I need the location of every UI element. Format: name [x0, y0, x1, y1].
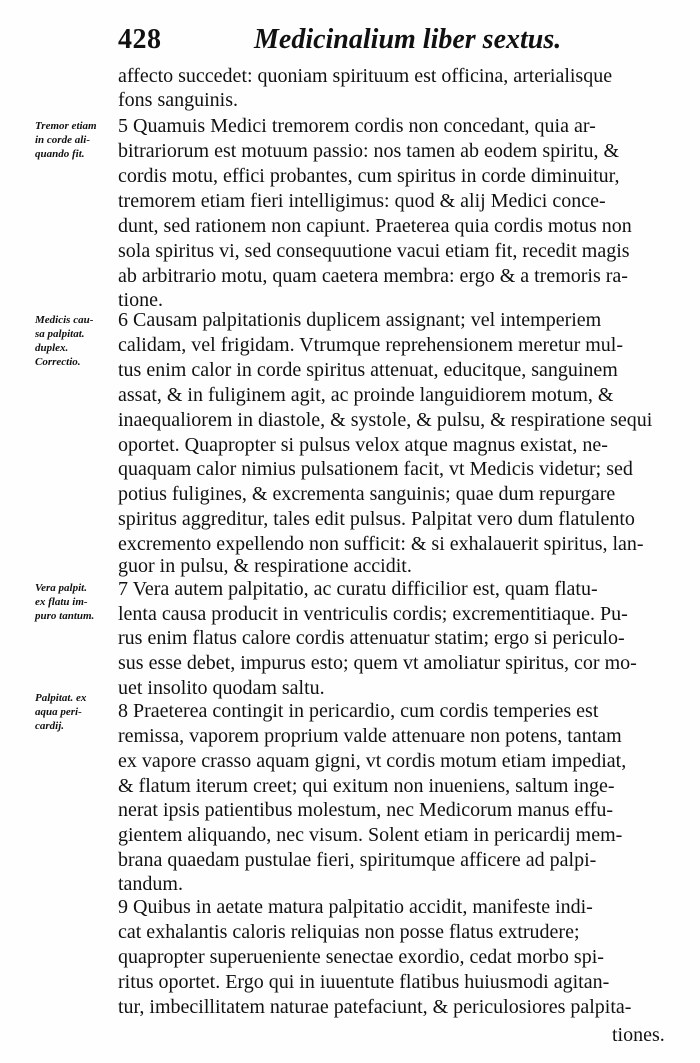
text-line: calidam, vel frigidam. Vtrumque reprehensionem meretur mul- [118, 334, 624, 356]
text-line: spiritus aggreditur, tales edit pulsus. Palpitat vero dum flatulento [118, 508, 635, 530]
margin-note-line: quando fit. [35, 148, 85, 160]
text-line: fons sanguinis. [118, 89, 238, 111]
text-line: cordis motu, effici probantes, cum spiritus in corde diminuitur, [118, 165, 620, 187]
margin-note-line: Medicis cau- [35, 314, 94, 326]
text-line: quaquam calor nimius pulsationem facit, vt Medicis videtur; sed [118, 458, 633, 480]
margin-note-line: sa palpitat. [35, 328, 85, 340]
margin-note-line: in corde ali- [35, 134, 90, 146]
text-line: dunt, sed rationem non capiunt. Praeterea quia cordis motus non [118, 215, 632, 237]
text-line: 9 Quibus in aetate matura palpitatio accidit, manifeste indi- [118, 896, 593, 918]
text-line: ritus oportet. Ergo qui in iuuentute flatibus huiusmodi agitan- [118, 971, 610, 993]
text-line: excremento expellendo non sufficit: & si exhalauerit spiritus, lan- [118, 533, 644, 555]
page-number: 428 [118, 24, 162, 55]
text-line: brana quaedam pustulae fieri, spiritumque afficere ad palpi- [118, 849, 597, 871]
page-header [118, 24, 578, 58]
text-line: tandum. [118, 873, 183, 895]
margin-note-line: ex flatu im- [35, 596, 88, 608]
margin-note-line: puro tantum. [35, 610, 95, 622]
text-line: rus enim flatus calore cordis attenuatur statim; ergo si periculo- [118, 627, 625, 649]
text-line: uet insolito quodam saltu. [118, 677, 325, 699]
text-line: lenta causa producit in ventriculis cordis; excrementitiaque. Pu- [118, 603, 628, 625]
text-line: sus esse debet, impurus esto; quem vt amoliatur spiritus, cor mo- [118, 652, 637, 674]
text-line: inaequaliorem in diastole, & systole, & pulsu, & respiratione sequi [118, 409, 653, 431]
text-line: cat exhalantis caloris reliquias non posse flatus extrudere; [118, 921, 580, 943]
text-line: bitrariorum est motuum passio: nos tamen ab eodem spiritu, & [118, 140, 620, 162]
text-line: gientem aliquando, nec visum. Solent etiam in pericardij mem- [118, 824, 623, 846]
text-line: affecto succedet: quoniam spirituum est officina, arterialisque [118, 65, 613, 87]
text-line: remissa, vaporem proprium valde attenuare non potens, tantam [118, 725, 622, 747]
text-line: tur, imbecillitatem naturae patefaciunt, & periculosiores palpita- [118, 996, 632, 1018]
margin-note [35, 119, 121, 161]
margin-note [35, 313, 121, 369]
text-line: nerat ipsis patientibus molestum, nec Medicorum manus effu- [118, 799, 614, 821]
margin-note-line: aqua peri- [35, 706, 82, 718]
margin-note [35, 581, 121, 623]
margin-note-line: duplex. [35, 342, 69, 354]
text-line: ab arbitrario motu, quam caetera membra: ergo & a tremoris ra- [118, 265, 628, 287]
text-line: guor in pulsu, & respiratione accidit. [118, 555, 412, 577]
text-line: 8 Praeterea contingit in pericardio, cum cordis temperies est [118, 700, 599, 722]
text-line: 5 Quamuis Medici tremorem cordis non concedant, quia ar- [118, 115, 596, 137]
text-line: potius fuligines, & excrementa sanguinis; quae dum repurgare [118, 483, 616, 505]
margin-note-line: Vera palpit. [35, 582, 87, 594]
text-line: tus enim calor in corde spiritus attenuat, educitque, sanguinem [118, 359, 618, 381]
running-title: Medicinalium liber sextus. [254, 24, 562, 55]
margin-note [35, 691, 121, 733]
catchword: tiones. [612, 1024, 665, 1046]
text-line: & flatum iterum creet; qui exitum non inueniens, saltum inge- [118, 775, 615, 797]
margin-note-line: cardij. [35, 720, 65, 732]
text-line: sola spiritus vi, sed consequutione vacui etiam fit, recedit magis [118, 240, 630, 262]
text-line: ex vapore crasso aquam gigni, vt cordis motum etiam impediat, [118, 750, 627, 772]
text-line: tremorem etiam fieri intelligimus: quod & alij Medici conce- [118, 190, 606, 212]
margin-note-line: Correctio. [35, 356, 81, 368]
text-line: assat, & in fuliginem agit, ac proinde languidiorem motum, & [118, 384, 614, 406]
margin-note-line: Palpitat. ex [35, 692, 87, 704]
text-line: 6 Causam palpitationis duplicem assignant; vel intemperiem [118, 309, 602, 331]
text-line: oportet. Quapropter si pulsus velox atque magnus existat, ne- [118, 434, 608, 456]
text-line: tione. [118, 289, 163, 311]
text-line: quapropter superueniente senectae exordio, cedat morbo spi- [118, 946, 604, 968]
margin-note-line: Tremor etiam [35, 120, 97, 132]
text-line: 7 Vera autem palpitatio, ac curatu difficilior est, quam flatu- [118, 578, 598, 600]
